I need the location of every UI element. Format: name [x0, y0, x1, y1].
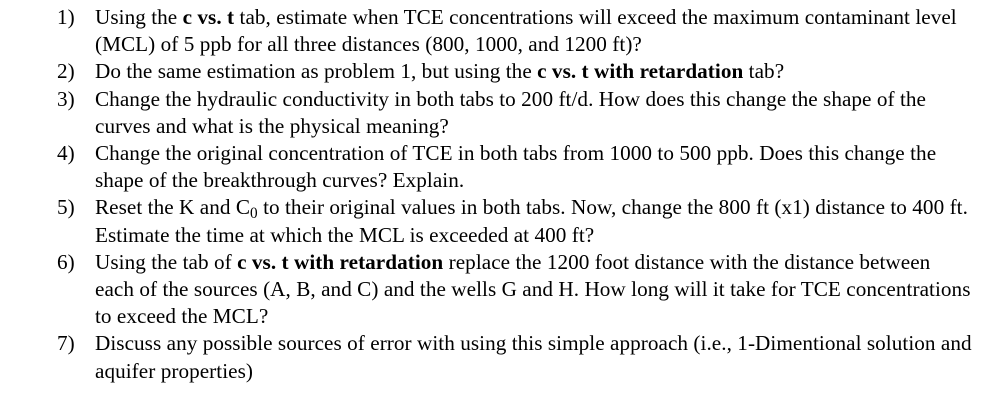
- question-number: 3): [57, 86, 75, 111]
- question-item-5: [0, 194, 991, 248]
- question-number: 7): [57, 331, 75, 356]
- question-list: [0, 4, 991, 385]
- question-number: 1): [57, 5, 75, 29]
- question-text: Do the same estimation as problem 1, but using the c vs. t with retardation tab?: [95, 59, 785, 84]
- question-text: Discuss any possible sources of error with using this simple approach (i.e., 1-Dimentional solution and aquifer properties): [95, 331, 972, 383]
- question-text: Using the tab of c vs. t with retardation replace the 1200 foot distance with the distance between each of the sources (A, B, and C) and the wells G and H. How long will it take for TCE concentrations to exceed the MCL?: [95, 249, 971, 329]
- question-number: 4): [57, 141, 75, 166]
- question-item-4: [0, 140, 991, 194]
- subscript-zero: 0: [250, 205, 258, 223]
- question-item-2: [0, 58, 991, 85]
- question-item-7: [0, 330, 991, 384]
- question-number: 2): [57, 59, 75, 84]
- question-item-3: [0, 86, 991, 140]
- question-text: Reset the K and $C_0$ to their original values in both tabs. Now, change the 800 ft (x1) distance to 400 ft. Estimate the time at which the MCL is exceeded at 400 ft?: [95, 195, 968, 247]
- tab-name-bold: c vs. t: [182, 5, 235, 29]
- question-text: Change the original concentration of TCE in both tabs from 1000 to 500 ppb. Does this change the shape of the breakthrough curves? Explain.: [95, 141, 937, 193]
- question-item-1: [0, 4, 991, 58]
- question-number: 6): [57, 249, 75, 274]
- question-item-6: [0, 249, 991, 331]
- question-text: Change the hydraulic conductivity in both tabs to 200 ft/d. How does this change the shape of the curves and what is the physical meaning?: [95, 86, 926, 138]
- tab-name-bold: c vs. t with retardation: [237, 249, 444, 274]
- question-text: Using the c vs. t tab, estimate when TCE concentrations will exceed the maximum contaminant level (MCL) of 5 ppb for all three distances (800, 1000, and 1200 ft)?: [95, 5, 957, 57]
- question-number: 5): [57, 195, 75, 220]
- tab-name-bold: c vs. t with retardation: [537, 59, 744, 84]
